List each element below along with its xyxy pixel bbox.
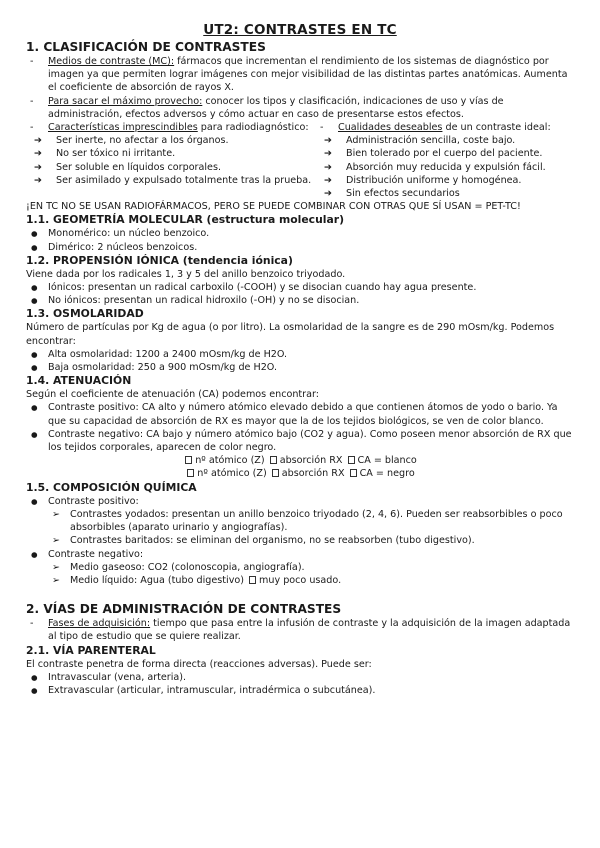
rule-white-ca: CA = blanco	[357, 455, 417, 467]
list-item: ➔ Absorción muy reducida y expulsión fácil.	[316, 161, 574, 174]
missing-glyph-icon	[270, 456, 277, 464]
missing-glyph-icon	[185, 456, 192, 464]
document-title: UT2: CONTRASTES EN TC	[203, 22, 397, 38]
rule-black-z: nº atómico (Z)	[197, 468, 267, 480]
essential-intro	[26, 121, 316, 134]
list-item	[26, 495, 574, 548]
missing-glyph-icon	[350, 469, 357, 477]
essential-text: para radiodiagnóstico:	[197, 122, 309, 134]
section-1-3-heading: 1.3. OSMOLARIDAD	[26, 307, 144, 321]
list-item: ➔ Ser soluble en líquidos corporales.	[26, 161, 316, 174]
list-item: ➔ Distribución uniforme y homogénea.	[316, 174, 574, 187]
definition-label: Medios de contraste (MC):	[48, 56, 175, 67]
essential-label: Características imprescindibles	[48, 122, 198, 134]
liquid-medium-note: muy poco usado.	[259, 574, 342, 586]
desirable-list	[316, 134, 574, 200]
list-item: ● Baja osmolaridad: 250 a 900 mOsm/kg de H2O.	[26, 361, 574, 374]
provecho-label: Para sacar el máximo provecho:	[48, 95, 203, 107]
chemical-list	[26, 495, 574, 587]
characteristics-columns	[26, 121, 574, 200]
list-item: ➢ Contrastes yodados: presentan un anillo benzoico triyodado (2, 4, 6). Pueden ser reabsorbibles o poco absorbibles (aparato urinario y angiografías).	[26, 508, 574, 534]
ionic-intro: Viene dada por los radicales 1, 3 y 5 del anillo benzoico triyodado.	[26, 268, 346, 280]
list-item: ➢ Medio gaseoso: CO2 (colonoscopia, angiografía).	[26, 561, 574, 574]
ionic-list	[26, 281, 574, 307]
list-item	[26, 574, 574, 587]
section-2-heading: 2. VÍAS DE ADMINISTRACIÓN DE CONTRASTES	[26, 602, 342, 617]
document-page	[26, 22, 574, 697]
rule-white-rx: absorción RX	[279, 455, 343, 467]
section-2-1-heading: 2.1. VÍA PARENTERAL	[26, 643, 156, 657]
geometry-list	[26, 227, 574, 253]
list-item: ➔ Bien tolerado por el cuerpo del paciente.	[316, 147, 574, 160]
negative-contrast-label: Contraste negativo:	[48, 548, 144, 560]
essential-characteristics	[26, 121, 316, 200]
missing-glyph-icon	[187, 469, 194, 477]
osmolarity-list	[26, 348, 574, 374]
rule-black-rx: absorción RX	[281, 468, 345, 480]
parenteral-list	[26, 671, 574, 697]
list-item: ● Monomérico: un núcleo benzoico.	[26, 227, 574, 240]
section-1-5-heading: 1.5. COMPOSICIÓN QUÍMICA	[26, 480, 197, 494]
list-item: ● Alta osmolaridad: 1200 a 2400 mOsm/kg de H2O.	[26, 348, 574, 361]
parenteral-intro: El contraste penetra de forma directa (reacciones adversas). Puede ser:	[26, 658, 372, 670]
provecho-paragraph	[26, 95, 574, 121]
missing-glyph-icon	[249, 576, 256, 584]
positive-contrast-label: Contraste positivo:	[48, 495, 139, 507]
liquid-medium-text: Medio líquido: Agua (tubo digestivo)	[70, 574, 244, 586]
list-item: ➔ Sin efectos secundarios	[316, 187, 574, 200]
section-1-1-heading: 1.1. GEOMETRÍA MOLECULAR (estructura molecular)	[26, 213, 345, 227]
negative-contrast-list	[26, 561, 574, 587]
list-item: ● No iónicos: presentan un radical hidroxilo (-OH) y no se disocian.	[26, 294, 574, 307]
desirable-label: Cualidades deseables	[338, 122, 443, 134]
definition-text: fármacos que incrementan el rendimiento de los sistemas de diagnóstico por imagen ya que permiten lograr imágenes con mejor visibilidad de las distintas partes anatómicas. Aumenta el coeficiente de absorción de rayos X.	[48, 56, 568, 94]
acquisition-phases-label: Fases de adquisición:	[48, 618, 151, 630]
rule-white-z: nº atómico (Z)	[195, 455, 265, 467]
section-1-heading: 1. CLASIFICACIÓN DE CONTRASTES	[26, 40, 266, 54]
list-item: ● Dimérico: 2 núcleos benzoicos.	[26, 241, 574, 254]
acquisition-phases-paragraph	[26, 617, 574, 643]
list-item: ➔ Administración sencilla, coste bajo.	[316, 134, 574, 147]
list-item: ● Extravascular (articular, intramuscular, intradérmica o subcutánea).	[26, 684, 574, 697]
list-item: ● Intravascular (vena, arteria).	[26, 671, 574, 684]
attenuation-intro: Según el coeficiente de atenuación (CA) podemos encontrar:	[26, 389, 320, 401]
list-item: ➔ No ser tóxico ni irritante.	[26, 147, 316, 160]
list-item: ➔ Ser inerte, no afectar a los órganos.	[26, 134, 316, 147]
definition-paragraph	[26, 55, 574, 95]
list-item: ➔ Ser asimilado y expulsado totalmente tras la prueba.	[26, 174, 316, 187]
desirable-intro	[316, 121, 574, 134]
list-item: ➢ Contrastes baritados: se eliminan del organismo, no se reabsorben (tubo digestivo).	[26, 534, 574, 547]
provecho-text: conocer los tipos y clasificación, indicaciones de uso y vías de administración, efectos adversos y cómo actuar en caso de presentarse estos efectos.	[48, 95, 504, 120]
positive-contrast-list	[26, 508, 574, 548]
list-item	[26, 548, 574, 588]
acquisition-phases-text: tiempo que pasa entre la infusión de contraste y la adquisición de la imagen adaptada al tipo de estudio que se quiere realizar.	[48, 618, 571, 643]
attenuation-list	[26, 401, 574, 454]
missing-glyph-icon	[272, 469, 279, 477]
list-item: ● Contraste positivo: CA alto y número atómico elevado debido a que contienen átomos de yodo o bario. Ya que su capacidad de absorción de RX es mayor que la de los tejidos biológicos, se ven de color blanco.	[26, 401, 574, 427]
rule-black-ca: CA = negro	[359, 468, 415, 480]
osmolarity-intro: Número de partículas por Kg de agua (o por litro). La osmolaridad de la sangre es de 290 mOsm/kg. Podemos encontrar:	[26, 322, 555, 347]
section-1-4-heading: 1.4. ATENUACIÓN	[26, 374, 132, 388]
section-1-2-heading: 1.2. PROPENSIÓN IÓNICA (tendencia iónica)	[26, 253, 293, 267]
radiofarmacos-note: ¡EN TC NO SE USAN RADIOFÁRMACOS, PERO SE PUEDE COMBINAR CON OTRAS QUE SÍ USAN = PET-TC!	[26, 201, 521, 213]
list-item: ● Iónicos: presentan un radical carboxilo (-COOH) y se disocian cuando hay agua presente.	[26, 281, 574, 294]
desirable-qualities	[316, 121, 574, 200]
list-item: ● Contraste negativo: CA bajo y número atómico bajo (CO2 y agua). Como poseen menor absorción de RX que los tejidos corporales, aparecen de color negro.	[26, 428, 574, 454]
attenuation-rule-black	[26, 467, 574, 480]
missing-glyph-icon	[348, 456, 355, 464]
essential-list	[26, 134, 316, 187]
desirable-text: de un contraste ideal:	[442, 122, 551, 134]
attenuation-rule-white	[26, 454, 574, 467]
